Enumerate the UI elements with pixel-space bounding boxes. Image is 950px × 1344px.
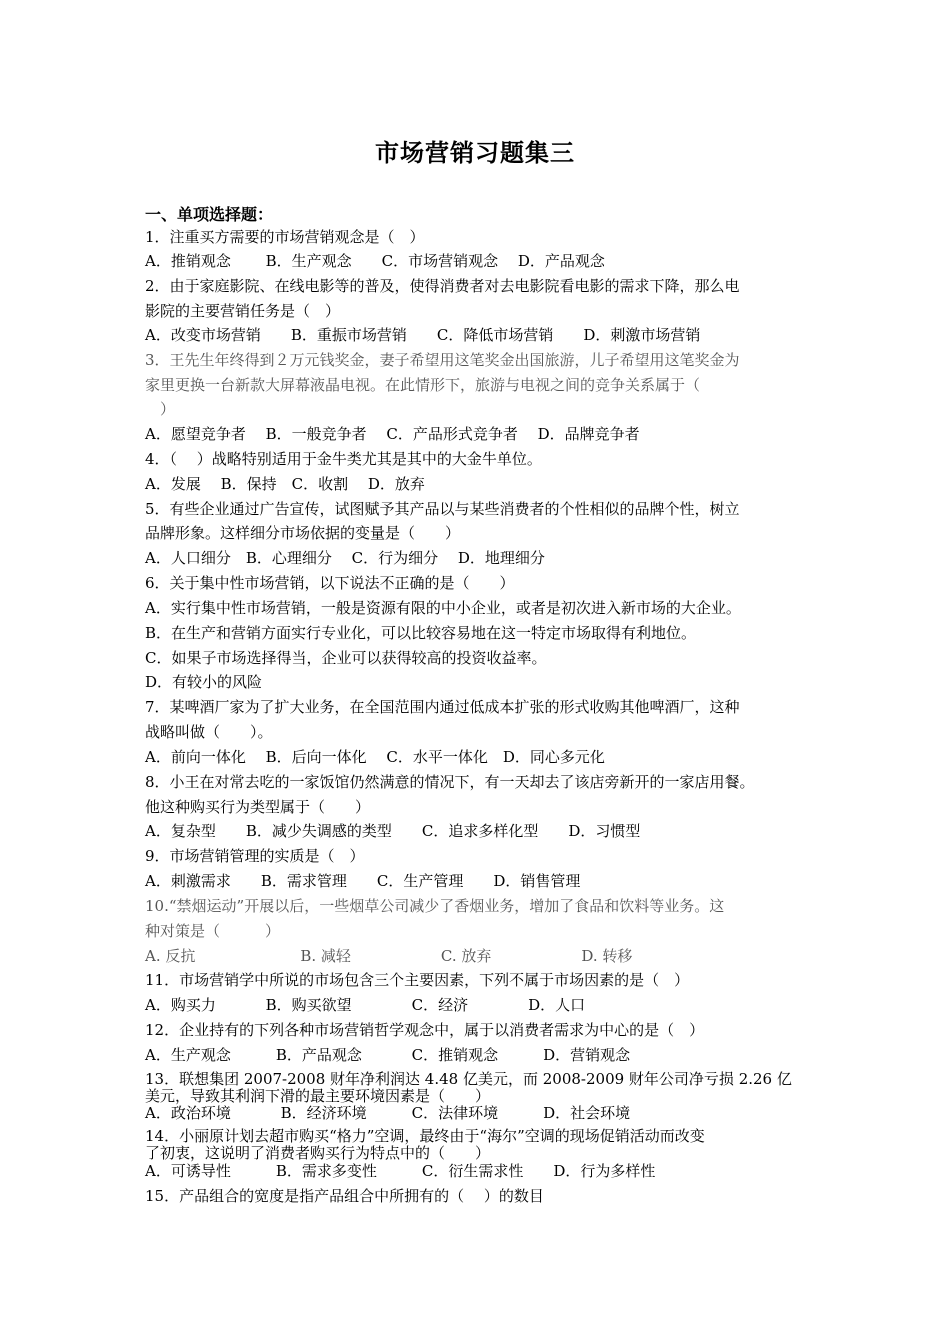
- options-line: A．复杂型 B．减少失调感的类型 C．追求多样化型 D．习惯型: [145, 822, 641, 840]
- question-line: 9．市场营销管理的实质是（ ）: [145, 847, 365, 865]
- question-line: 10.“禁烟运动”开展以后，一些烟草公司减少了香烟业务，增加了食品和饮料等业务。这: [145, 897, 725, 915]
- question-line: 影院的主要营销任务是（ ）: [145, 302, 341, 320]
- question-line: 7．某啤酒厂家为了扩大业务，在全国范围内通过低成本扩张的形式收购其他啤酒厂，这种: [145, 698, 740, 716]
- options-line: A．人口细分 B．心理细分 C．行为细分 D．地理细分: [145, 549, 545, 567]
- question-line: 种对策是（ ）: [145, 922, 281, 940]
- question-line: 5．有些企业通过广告宣传，试图赋予其产品以与某些消费者的个性相似的品牌个性，树立: [145, 500, 740, 518]
- section-heading: 一、单项选择题：: [145, 205, 274, 224]
- options-line: A．前向一体化 B．后向一体化 C．水平一体化 D．同心多元化: [145, 748, 605, 766]
- question-line: 美元，导致其利润下滑的最主要环境因素是（ ）: [145, 1087, 491, 1105]
- question-line: 3．王先生年终得到２万元钱奖金，妻子希望用这笔奖金出国旅游，儿子希望用这笔奖金为: [145, 351, 740, 369]
- options-line: A．发展 B．保持 C．收割 D．放弃: [145, 475, 425, 493]
- question-line: 1．注重买方需要的市场营销观念是（ ）: [145, 228, 425, 246]
- options-line: A．购买力 B．购买欲望 C．经济 D．人口: [145, 996, 586, 1014]
- question-line: 6．关于集中性市场营销，以下说法不正确的是（ ）: [145, 574, 515, 592]
- options-line: A．生产观念 B．产品观念 C．推销观念 D．营销观念: [145, 1046, 631, 1064]
- options-line: A．刺激需求 B．需求管理 C．生产管理 D．销售管理: [145, 872, 581, 890]
- question-line: 15．产品组合的宽度是指产品组合中所拥有的（ ）的数目: [145, 1187, 544, 1205]
- options-line: A．改变市场营销 B．重振市场营销 C．降低市场营销 D．刺激市场营销: [145, 326, 701, 344]
- options-line: A．愿望竞争者 B．一般竞争者 C．产品形式竞争者 D．品牌竞争者: [145, 425, 640, 443]
- options-line: A．推销观念 B．生产观念 C．市场营销观念 D．产品观念: [145, 252, 605, 270]
- question-line: 13．联想集团 2007-2008 财年净利润达 4.48 亿美元，而 2008-2009 财年公司净亏损 2.26 亿: [145, 1070, 792, 1088]
- options-line: C．如果子市场选择得当，企业可以获得较高的投资收益率。: [145, 649, 547, 667]
- options-line: B．在生产和营销方面实行专业化，可以比较容易地在这一特定市场取得有利地位。: [145, 624, 697, 642]
- question-line: 14．小丽原计划去超市购买“格力”空调，最终由于“海尔”空调的现场促销活动而改变: [145, 1127, 705, 1145]
- question-line: 8．小王在对常去吃的一家饭馆仍然满意的情况下，有一天却去了该店旁新开的一家店用餐。: [145, 773, 755, 791]
- question-line: 11．市场营销学中所说的市场包含三个主要因素，下列不属于市场因素的是（ ）: [145, 971, 690, 989]
- options-line: A．政治环境 B．经济环境 C．法律环境 D．社会环境: [145, 1104, 631, 1122]
- options-line: D．有较小的风险: [145, 673, 263, 691]
- question-line: 了初衷，这说明了消费者购买行为特点中的（ ）: [145, 1144, 491, 1162]
- question-line: 2．由于家庭影院、在线电影等的普及，使得消费者对去电影院看电影的需求下降，那么电: [145, 277, 740, 295]
- question-line: 12．企业持有的下列各种市场营销哲学观念中，属于以消费者需求为中心的是（ ）: [145, 1021, 705, 1039]
- question-line: 家里更换一台新款大屏幕液晶电视。在此情形下，旅游与电视之间的竞争关系属于（: [145, 376, 701, 394]
- options-line: A．可诱导性 B．需求多变性 C．衍生需求性 D．行为多样性: [145, 1162, 656, 1180]
- question-line: ）: [145, 400, 176, 418]
- options-line: A．实行集中性市场营销，一般是资源有限的中小企业，或者是初次进入新市场的大企业。: [145, 599, 741, 617]
- question-line: 4．（ ）战略特别适用于金牛类尤其是其中的大金牛单位。: [145, 450, 542, 468]
- question-line: 品牌形象。这样细分市场依据的变量是（ ）: [145, 524, 461, 542]
- question-line: 他这种购买行为类型属于（ ）: [145, 798, 371, 816]
- question-line: 战略叫做（ ）。: [145, 723, 273, 741]
- page-title: 市场营销习题集三: [375, 139, 575, 167]
- options-line: A. 反抗 B. 减轻 C. 放弃 D. 转移: [145, 947, 633, 965]
